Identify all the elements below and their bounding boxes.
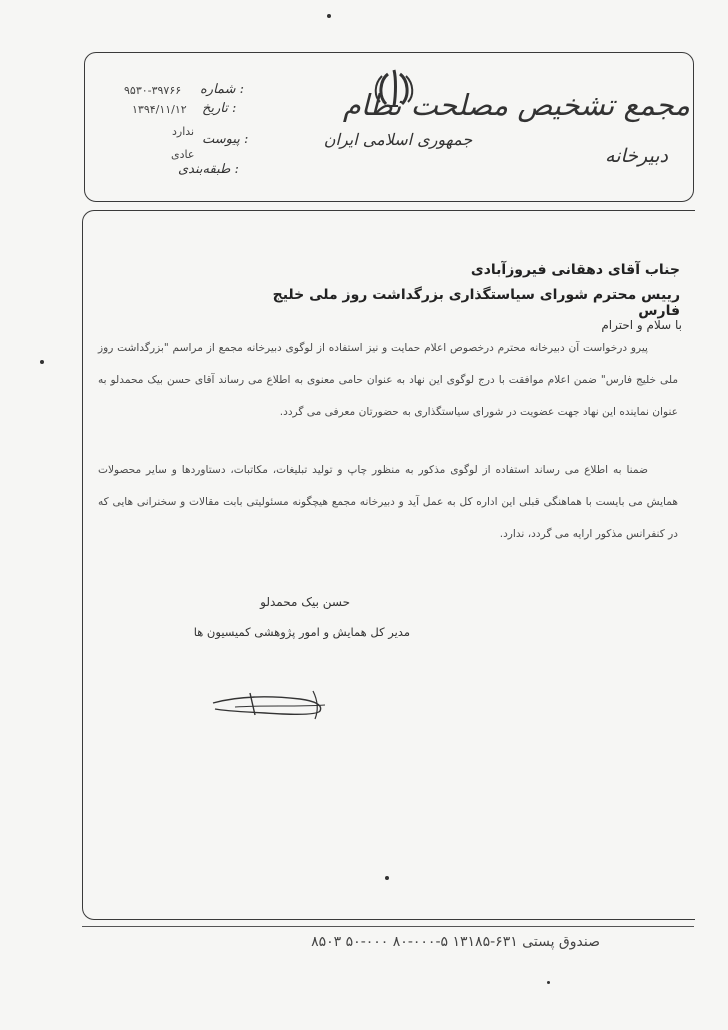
body-paragraph-2: ضمنا به اطلاع می رساند استفاده از لوگوی مذکور به منظور چاپ و تولید تبلیغات، مکاتبات، دستاوردها و سایر محصولات همایش می بایست با هماهنگی قبلی این اداره کل به عمل آید و دبیرخانه مجمع هیچگونه مسئولیتی بابت مقالات و سخنرانی هایی که در کنفرانس مذکور ارایه می گردد، ندارد. [98,464,678,540]
scan-speck [327,14,331,18]
recipient-name: جناب آقای دهقانی فیروزآبادی [470,262,680,278]
recipient-title: رییس محترم شورای سیاستگذاری بزرگداشت روز ملی خلیج فارس [272,287,680,319]
date-label: تاریخ : [202,101,237,116]
department-name: دبیرخانه [605,145,668,167]
scan-speck [547,981,550,984]
classification-label: طبقه‌بندی : [178,162,239,177]
handwritten-signature [205,685,335,725]
attachment-label: پیوست : [202,132,249,147]
body-paragraph-1: پیرو درخواست آن دبیرخانه محترم درخصوص اعلام حمایت و نیز استفاده از لوگوی دبیرخانه مجمع از مراسم "بزرگداشت روز ملی خلیج فارس" ضمن اعلام موافقت با درج لوگوی این نهاد به عنوان حامی معنوی به اطلاع می رساند آقای حسن بیک محمدلو به عنوان نماینده این نهاد جهت عضویت در شورای سیاستگذاری به حضورتان معرفی می گردد. [98,342,678,418]
number-value: ۹۵۳۰-۳۹۷۶۶ [124,84,182,97]
signer-name: حسن بیک محمدلو [260,595,350,609]
footer-divider [82,926,694,927]
date-value: ۱۳۹۴/۱۱/۱۲ [132,103,187,116]
organization-name: مجمع تشخیص مصلحت نظام [342,88,690,122]
republic-title: جمهوری اسلامی ایران [323,130,473,149]
scan-speck [40,360,44,364]
allah-emblem-icon [372,66,416,112]
signer-title: مدیر کل همایش و امور پژوهشی کمیسیون ها [193,625,410,639]
greeting: با سلام و احترام [601,318,682,332]
scan-speck [385,876,389,880]
classification-value: عادی [171,148,195,161]
number-label: شماره : [200,82,244,97]
attachment-value: ندارد [172,125,195,138]
footer-postal-info: صندوق پستی ۶۳۱-۱۳۱۸۵ ۵-۰۰۰-۸۰ ۰۰۰-۵۰ ۸۵۰۳ [311,934,600,950]
